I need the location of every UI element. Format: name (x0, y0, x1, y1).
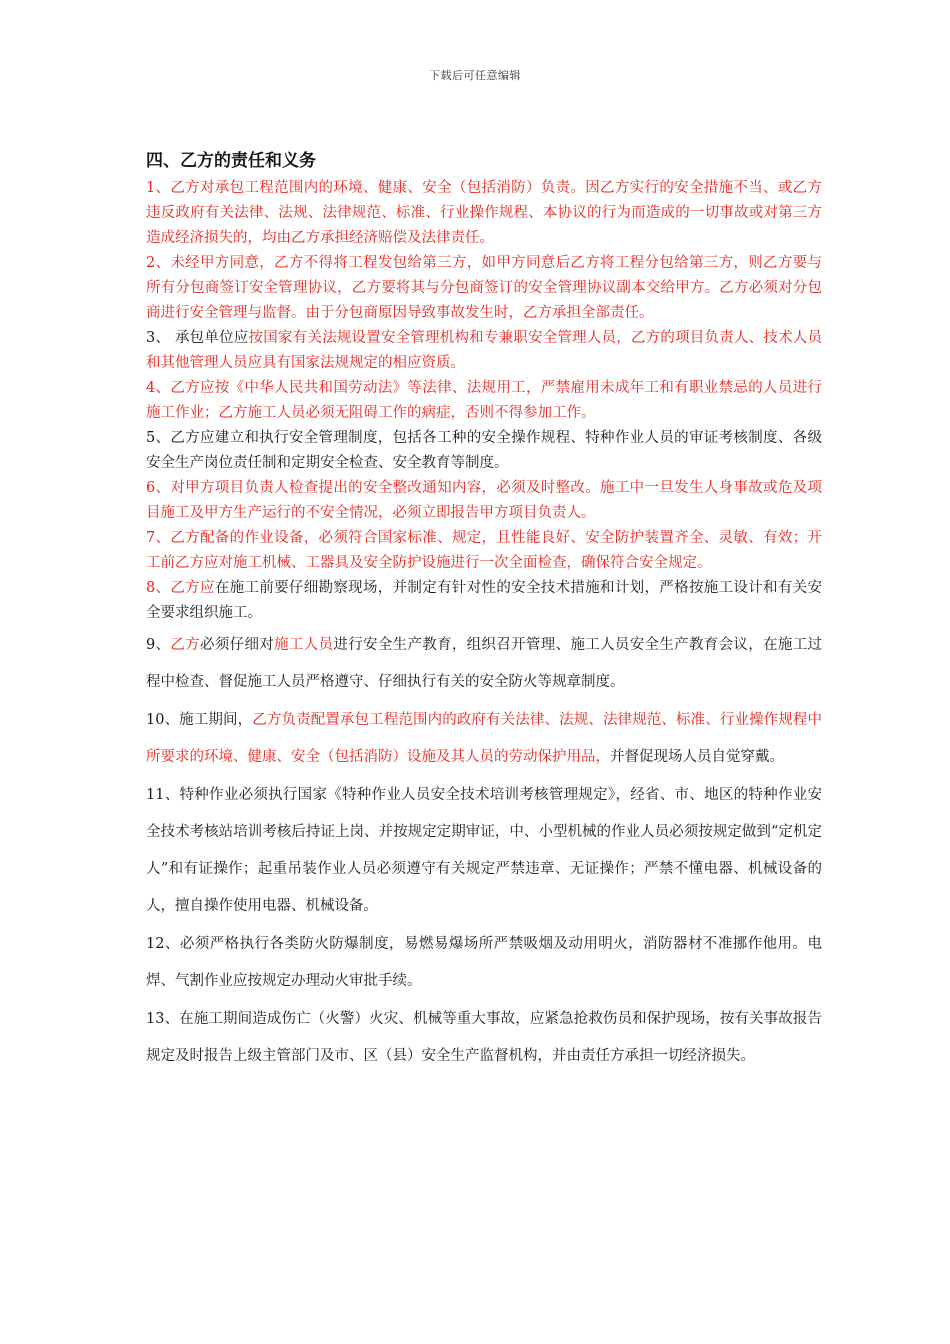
clause-text: 5、乙方应建立和执行安全管理制度，包括各工种的安全操作规程、特种作业人员的审证考核制度、各级安全生产岗位责任制和定期安全检查、安全教育等制度。 (146, 430, 822, 471)
clause-item (146, 702, 822, 776)
clause-item (146, 777, 822, 925)
clause-item (146, 476, 822, 526)
clause-text: 进行安全生产教育，组织召开管理、施工人员安全生产教育会议，在施工过程中检查、督促施工人员严格遵守、仔细执行有关的安全防火等规章制度。 (146, 637, 823, 690)
page-header-note: 下载后可任意编辑 (429, 69, 521, 82)
clause-text-highlighted: 乙方 (170, 637, 200, 653)
clause-text-highlighted: 乙方负责配置承包工程范围内的政府有关法律、法规、法律规范、标准、行业操作规程中所要求的环境、健康、安全（包括消防）设施及其人员的劳动保护用品， (146, 712, 823, 765)
clause-text: 9、 (146, 637, 171, 653)
clause-list (146, 176, 822, 1075)
clause-text-highlighted: 按国家有关法规设置安全管理机构和专兼职安全管理人员，乙方的项目负责人、技术人员和其他管理人员应具有国家法规规定的相应资质。 (146, 330, 822, 371)
clause-text-highlighted: 2、未经甲方同意，乙方不得将工程发包给第三方，如甲方同意后乙方将工程分包给第三方，则乙方要与所有分包商签订安全管理协议，乙方要将其与分包商签订的安全管理协议副本交给甲方。乙方必须对分包商进行安全管理与监督。由于分包商原因导致事故发生时，乙方承担全部责任。 (146, 255, 822, 321)
section-title: 四、乙方的责任和义务 (146, 151, 316, 171)
clause-text-highlighted: 1、乙方对承包工程范围内的环境、健康、安全（包括消防）负责。因乙方实行的安全措施不当、或乙方违反政府有关法律、法规、法律规范、标准、行业操作规程、本协议的行为而造成的一切事故或对第三方造成经济损失的，均由乙方承担经济赔偿及法律责任。 (146, 180, 822, 246)
clause-text: 在施工前要仔细勘察现场，并制定有针对性的安全技术措施和计划，严格按施工设计和有关安全要求组织施工。 (146, 580, 822, 621)
clause-item (146, 576, 822, 626)
clause-text: 12、必须严格执行各类防火防爆制度，易燃易爆场所严禁吸烟及动用明火，消防器材不准挪作他用。电焊、气割作业应按规定办理动火审批手续。 (146, 936, 822, 989)
clause-item (146, 627, 822, 701)
clause-item (146, 251, 822, 326)
clause-text-highlighted: 8、乙方应 (146, 580, 215, 596)
clause-text-highlighted: 6、对甲方项目负责人检查提出的安全整改通知内容，必须及时整改。施工中一旦发生人身事故或危及项目施工及甲方生产运行的不安全情况，必须立即报告甲方项目负责人。 (146, 480, 822, 521)
clause-item (146, 526, 822, 576)
clause-text: 10、施工期间， (146, 712, 253, 728)
document-body (146, 148, 822, 1075)
clause-item (146, 1001, 822, 1075)
clause-text: 11、特种作业必须执行国家《特种作业人员安全技术培训考核管理规定》，经省、市、地区的特种作业安全技术考核站培训考核后持证上岗、并按规定定期审证，中、小型机械的作业人员必须按规定做到“定机定人”和有证操作；起重吊装作业人员必须遵守有关规定严禁违章、无证操作；严禁不懂电器、机械设备的人，擅自操作使用电器、机械设备。 (146, 787, 822, 914)
clause-text: 并督促现场人员自觉穿戴。 (610, 749, 784, 765)
clause-item (146, 926, 822, 1000)
clause-text: 13、在施工期间造成伤亡（火警）火灾、机械等重大事故，应紧急抢救伤员和保护现场，按有关事故报告规定及时报告上级主管部门及市、区（县）安全生产监督机构，并由责任方承担一切经济损失。 (146, 1011, 822, 1064)
clause-item (146, 176, 822, 251)
clause-text: 3、 承包单位应 (146, 330, 249, 346)
clause-text: 必须仔细对 (200, 637, 275, 653)
clause-item (146, 376, 822, 426)
clause-text-highlighted: 施工人员 (274, 637, 334, 653)
clause-item (146, 426, 822, 476)
clause-item (146, 326, 822, 376)
clause-text-highlighted: 7、乙方配备的作业设备，必须符合国家标准、规定，且性能良好、安全防护装置齐全、灵敏、有效；开工前乙方应对施工机械、工器具及安全防护设施进行一次全面检查，确保符合安全规定。 (146, 530, 822, 571)
clause-text-highlighted: 4、乙方应按《中华人民共和国劳动法》等法律、法规用工，严禁雇用未成年工和有职业禁忌的人员进行施工作业；乙方施工人员必须无阻碍工作的病症，否则不得参加工作。 (146, 380, 822, 421)
